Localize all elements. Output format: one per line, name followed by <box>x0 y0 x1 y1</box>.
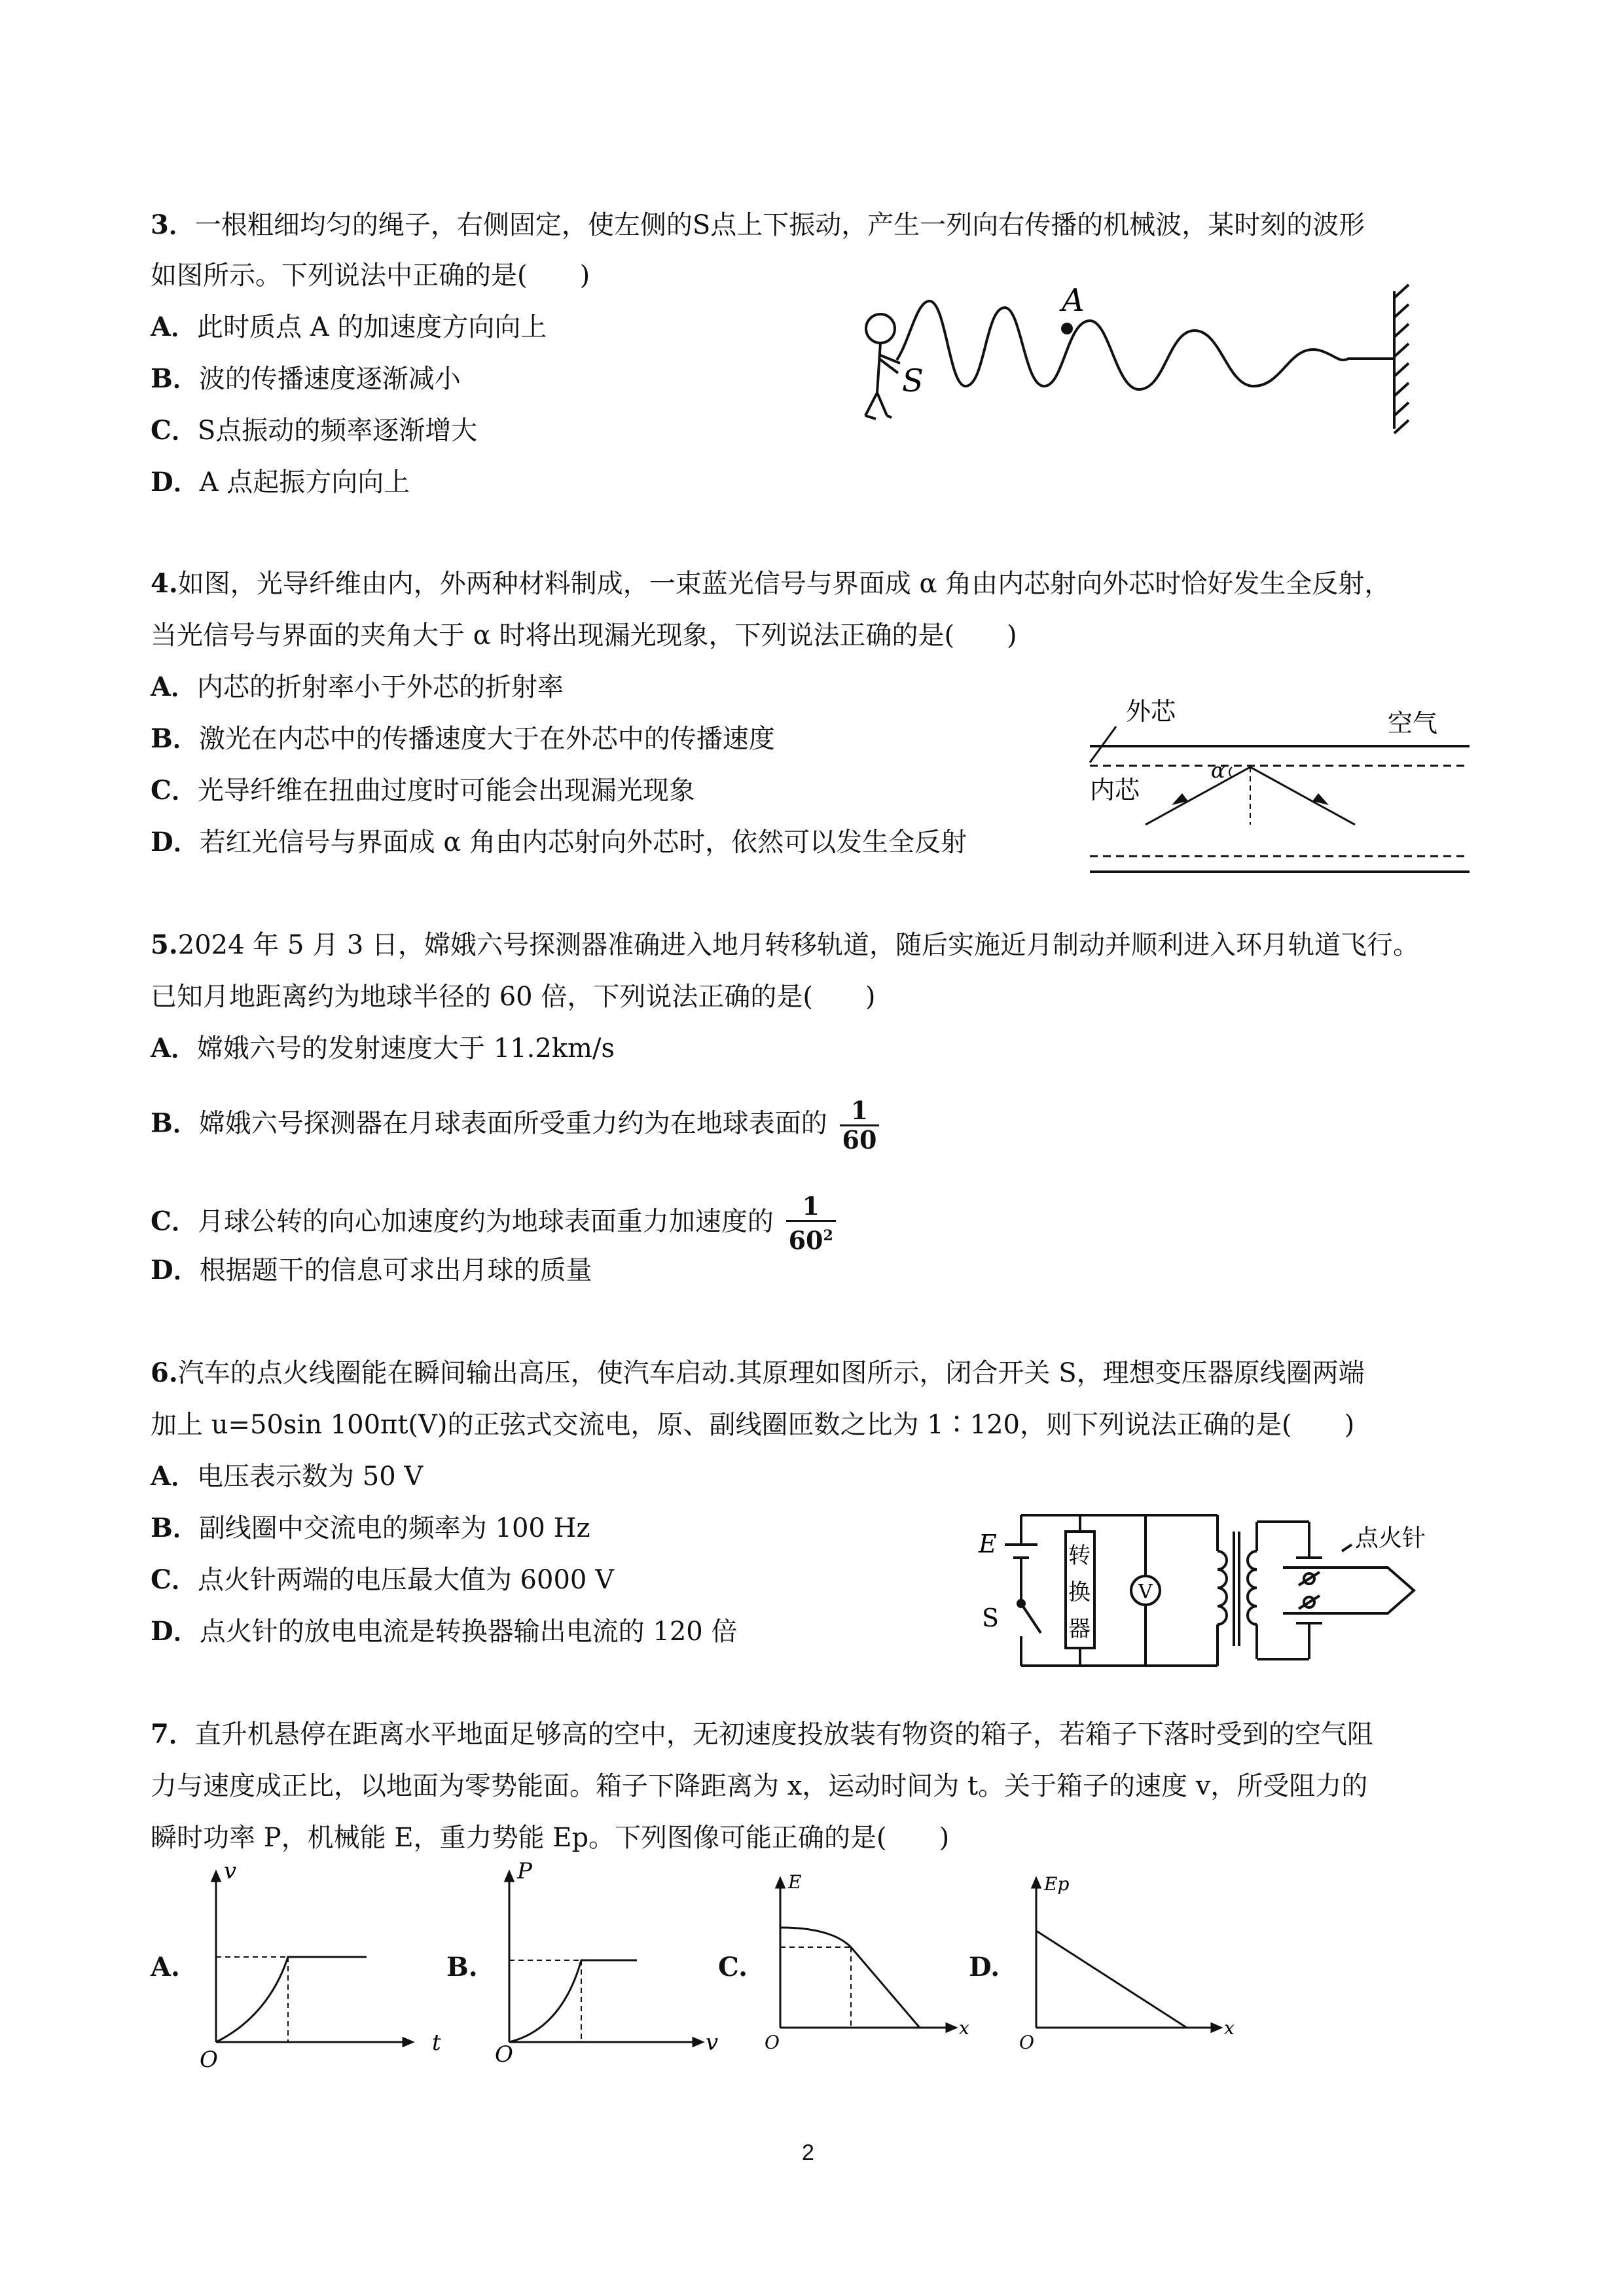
q7-stem-line1 <box>151 1717 1373 1751</box>
graph-c-y-label: E <box>788 1871 802 1893</box>
graph-d-x-label: x <box>1224 2017 1235 2039</box>
q7-stem-line3: 瞬时功率 P，机械能 E，重力势能 Ep。下列图像可能正确的是( ) <box>151 1823 950 1853</box>
graph-b-x-label: v <box>706 2030 719 2056</box>
q6-option-c-label: C． <box>151 1564 198 1595</box>
q4-option-a[interactable] <box>151 670 564 704</box>
q6-option-d[interactable] <box>151 1615 737 1649</box>
q3-option-c-label: C． <box>151 415 198 446</box>
q6-option-a-text: 电压表示数为 50 V <box>197 1462 424 1492</box>
q5-option-c-fraction <box>786 1193 836 1255</box>
graph-d-origin: O <box>1019 2032 1034 2053</box>
graph-b-curve <box>509 1960 637 2042</box>
q3-option-d-text: A 点起振方向向上 <box>199 467 410 497</box>
q6-stem-text1: 汽车的点火线圈能在瞬间输出高压，使汽车启动.其原理如图所示，闭合开关 S，理想变压器原线圈两端 <box>177 1358 1365 1388</box>
q6-option-c[interactable] <box>151 1563 614 1597</box>
q7-number: 7． <box>151 1719 195 1749</box>
q6-option-b-text: 副线圈中交流电的频率为 100 Hz <box>198 1513 590 1543</box>
q3-option-a[interactable] <box>151 310 547 344</box>
q3-option-a-label: A． <box>151 312 198 342</box>
q5-option-c[interactable] <box>151 1193 836 1255</box>
q7-graph-c[interactable] <box>759 1865 969 2055</box>
q4-option-c-label: C． <box>151 775 198 806</box>
point-s-label: S <box>902 363 924 399</box>
q5-stem-line1 <box>151 928 1419 962</box>
q6-option-a[interactable] <box>151 1460 423 1494</box>
page-number: 2 <box>802 2140 814 2165</box>
q7-option-c-label[interactable]: C. <box>718 1952 748 1982</box>
fraction-numerator: 1 <box>786 1193 836 1222</box>
graph-d-line <box>1036 1931 1187 2028</box>
fixed-wall <box>1394 285 1409 433</box>
graph-b-origin: O <box>495 2041 513 2068</box>
q5-option-b[interactable] <box>151 1097 879 1154</box>
fraction-numerator: 1 <box>840 1097 880 1126</box>
graph-d-y-label: Ep <box>1044 1873 1070 1895</box>
battery-e-label: E <box>979 1530 997 1558</box>
q7-graph-b[interactable] <box>490 1858 719 2068</box>
wave-curve <box>897 301 1394 389</box>
graph-c-curve <box>780 1928 920 2028</box>
spark-plug-label: 点火针 <box>1355 1525 1426 1552</box>
q6-circuit-figure <box>969 1505 1440 1676</box>
q6-stem-line1 <box>151 1356 1365 1390</box>
q4-stem-line2: 当光信号与界面的夹角大于 α 时将出现漏光现象，下列说法正确的是( ) <box>151 620 1017 651</box>
air-label: 空气 <box>1388 709 1438 738</box>
q7-stem-line2: 力与速度成正比，以地面为零势能面。箱子下降距离为 x，运动时间为 t。关于箱子的速度 v，所受阻力的 <box>151 1771 1368 1801</box>
converter-label-1: 转 <box>1068 1543 1091 1569</box>
q4-option-a-text: 内芯的折射率小于外芯的折射率 <box>197 672 564 702</box>
q3-option-d[interactable] <box>151 465 410 499</box>
fraction-denominator: $60^2$ <box>788 1225 833 1255</box>
q4-stem-line1 <box>151 567 1390 601</box>
q3-stem-line2: 如图所示。下列说法中正确的是( ) <box>151 260 590 291</box>
q7-option-b-label[interactable]: B. <box>446 1952 478 1982</box>
alpha-angle-label: α <box>1211 758 1225 783</box>
graph-a-y-label: v <box>224 1858 237 1884</box>
q5-option-c-label: C． <box>151 1206 198 1237</box>
q3-wave-figure <box>851 281 1440 439</box>
graph-a-x-label: t <box>432 2030 441 2056</box>
fraction-denominator: 60 <box>842 1125 877 1155</box>
q5-option-a-text: 嫦娥六号的发射速度大于 11.2km/s <box>197 1033 615 1064</box>
q5-number: 5. <box>151 929 178 960</box>
converter-label-3: 器 <box>1068 1616 1091 1642</box>
q4-number: 4. <box>151 568 178 599</box>
q3-option-a-text: 此时质点 A 的加速度方向向上 <box>197 312 547 342</box>
graph-a-curve <box>216 1957 367 2042</box>
q5-option-d-text: 根据题干的信息可求出月球的质量 <box>199 1255 592 1285</box>
q5-option-c-text: 月球公转的向心加速度约为地球表面重力加速度的 <box>197 1206 774 1237</box>
reflected-ray <box>1250 767 1355 825</box>
q7-graph-a[interactable] <box>196 1858 441 2073</box>
q3-option-b-text: 波的传播速度逐渐减小 <box>198 364 461 394</box>
q7-option-a-label[interactable]: A. <box>151 1952 180 1982</box>
outer-core-label: 外芯 <box>1126 697 1176 726</box>
q3-option-c-text: S点振动的频率逐渐增大 <box>197 416 478 446</box>
q4-option-b-label: B． <box>151 723 199 754</box>
q5-stem-text1: 2024 年 5 月 3 日，嫦娥六号探测器准确进入地月转移轨道，随后实施近月制动并顺利进入环月轨道飞行。 <box>177 930 1420 960</box>
q3-stem-line1 <box>151 208 1365 242</box>
q3-option-c[interactable] <box>151 414 477 448</box>
q4-stem-text1: 如图，光导纤维由内，外两种材料制成，一束蓝光信号与界面成 α 角由内芯射向外芯时恰好发生全反射， <box>177 569 1391 599</box>
q6-option-d-text: 点火针的放电电流是转换器输出电流的 120 倍 <box>199 1617 738 1647</box>
q4-option-d-label: D． <box>151 827 200 857</box>
graph-a-origin: O <box>200 2047 218 2073</box>
q3-stem-text1: 一根粗细均匀的绳子，右侧固定，使左侧的S点上下振动，产生一列向右传播的机械波，某时刻的波形 <box>194 210 1365 240</box>
q4-option-c[interactable] <box>151 774 695 808</box>
converter-label-2: 换 <box>1068 1579 1091 1605</box>
q3-option-d-label: D． <box>151 467 200 497</box>
q5-option-a[interactable] <box>151 1031 615 1066</box>
q4-option-a-label: A． <box>151 672 198 702</box>
q4-option-d[interactable] <box>151 825 967 859</box>
q4-option-b-text: 激光在内芯中的传播速度大于在外芯中的传播速度 <box>198 724 775 754</box>
q6-option-b-label: B． <box>151 1513 199 1543</box>
graph-c-x-label: x <box>959 2017 969 2039</box>
q6-option-c-text: 点火针两端的电压最大值为 6000 V <box>197 1565 614 1595</box>
point-a-label: A <box>1062 282 1085 319</box>
q5-option-b-text: 嫦娥六号探测器在月球表面所受重力约为在地球表面的 <box>198 1108 827 1139</box>
point-a-dot <box>1061 323 1073 334</box>
q7-option-d-label[interactable]: D. <box>969 1952 1000 1982</box>
q5-option-b-fraction <box>840 1097 880 1154</box>
q3-option-b-label: B． <box>151 363 199 394</box>
q5-stem-line2: 已知月地距离约为地球半径的 60 倍，下列说法正确的是( ) <box>151 982 876 1012</box>
fraction-exponent: 2 <box>823 1227 833 1244</box>
graph-c-origin: O <box>765 2032 780 2053</box>
switch-s-label: S <box>982 1604 1000 1632</box>
q3-number: 3． <box>151 209 195 240</box>
q4-option-d-text: 若红光信号与界面成 α 角由内芯射向外芯时，依然可以发生全反射 <box>199 827 967 857</box>
q7-stem-text1: 直升机悬停在距离水平地面足够高的空中，无初速度投放装有物资的箱子，若箱子下落时受到的空气阻 <box>194 1719 1373 1749</box>
graph-b-y-label: P <box>517 1858 532 1884</box>
incident-ray <box>1146 767 1250 825</box>
q6-stem-line2: 加上 u=50sin 100πt(V)的正弦式交流电，原、副线圈匝数之比为 1∶120，则下列说法正确的是( ) <box>151 1410 1355 1440</box>
q5-option-b-label: B． <box>151 1107 199 1139</box>
q6-option-b[interactable] <box>151 1511 590 1545</box>
q6-option-a-label: A． <box>151 1461 198 1492</box>
q4-option-b[interactable] <box>151 722 775 756</box>
q5-option-a-label: A． <box>151 1033 198 1064</box>
q4-fiber-figure <box>1087 694 1479 877</box>
q6-number: 6. <box>151 1357 178 1388</box>
q4-option-c-text: 光导纤维在扭曲过度时可能会出现漏光现象 <box>197 776 695 806</box>
person-icon <box>865 314 900 419</box>
inner-core-label: 内芯 <box>1090 776 1140 804</box>
q7-graph-d[interactable] <box>1011 1865 1234 2055</box>
q5-option-d[interactable] <box>151 1253 592 1287</box>
q3-option-b[interactable] <box>151 362 461 396</box>
q6-option-d-label: D． <box>151 1616 200 1647</box>
voltmeter-label: V <box>1138 1581 1153 1604</box>
q5-option-d-label: D． <box>151 1255 200 1285</box>
